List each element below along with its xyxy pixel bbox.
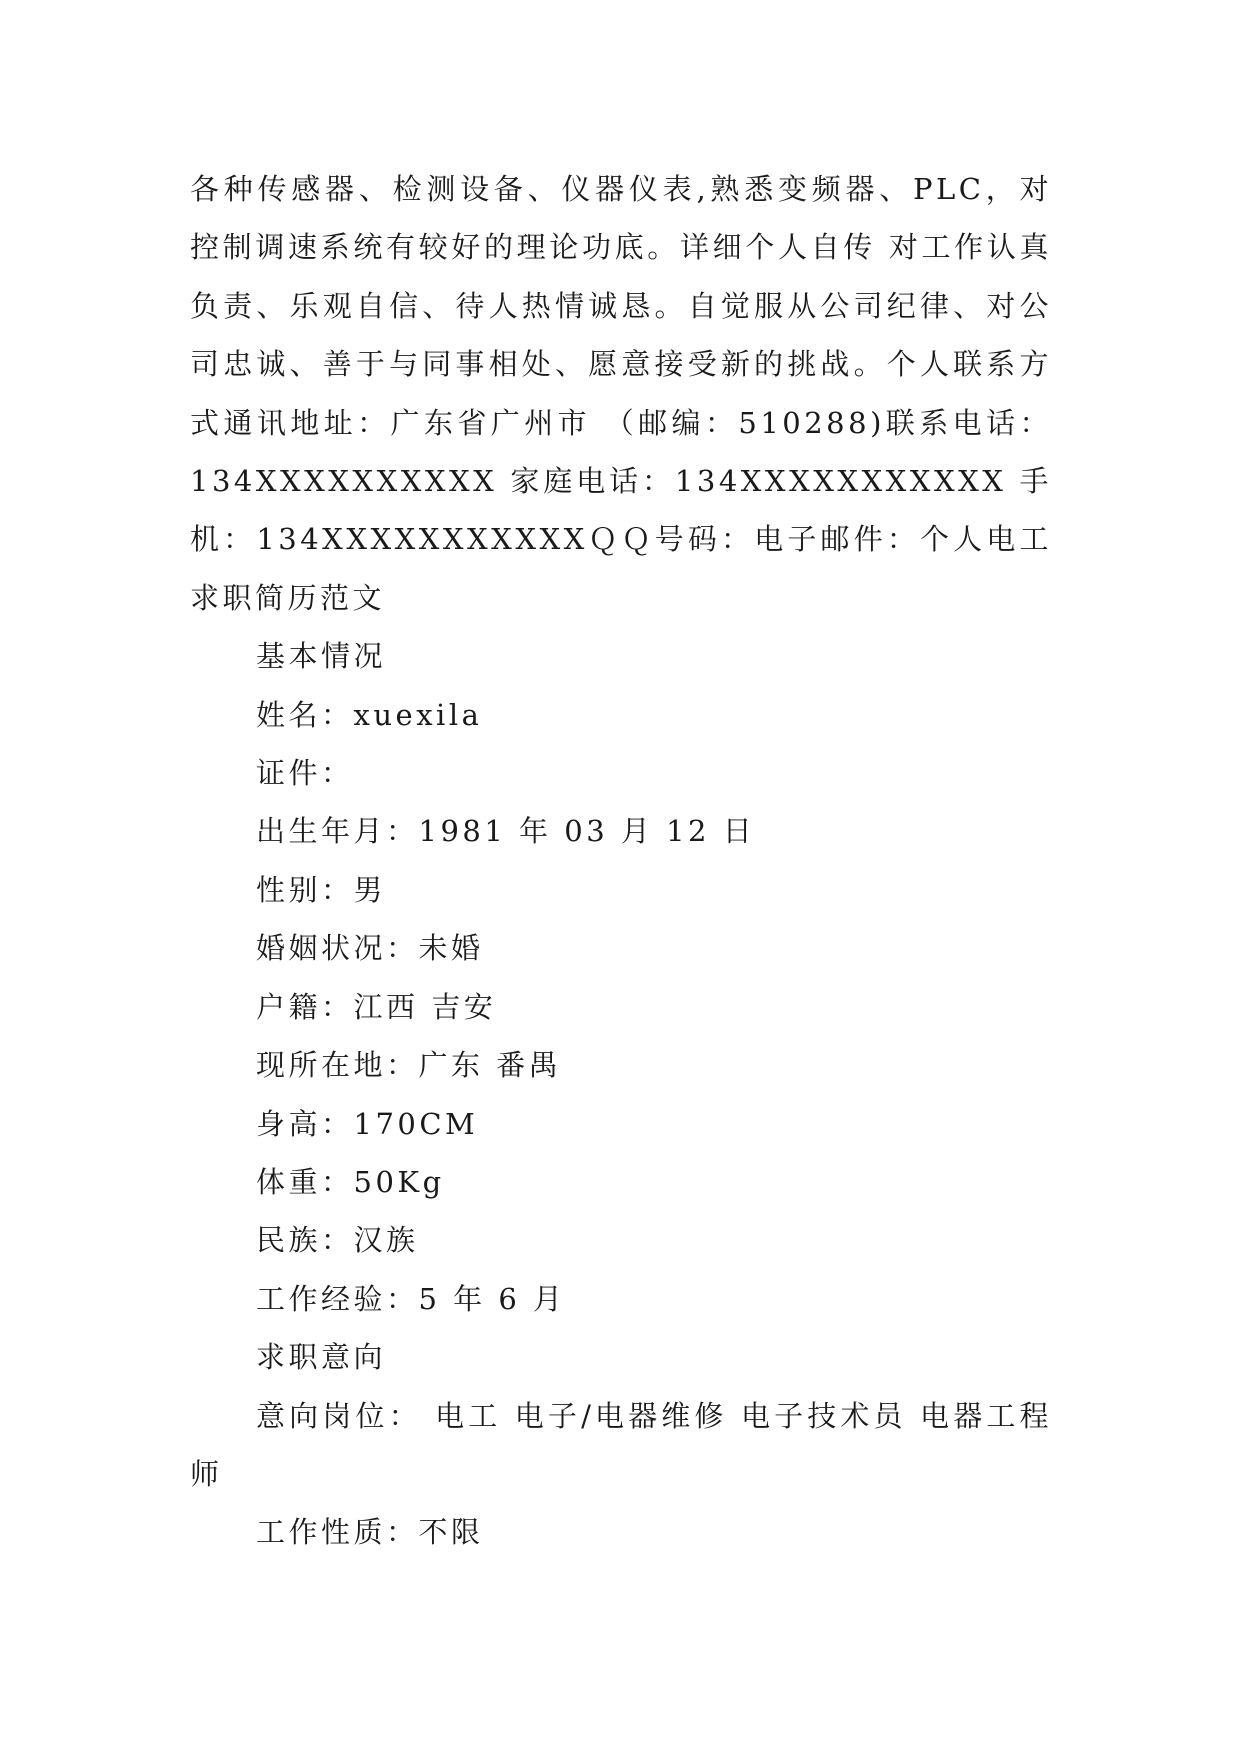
intro-paragraph: 各种传感器、检测设备、仪器仪表,熟悉变频器、PLC，对控制调速系统有较好的理论功底。详细个人自传 对工作认真负责、乐观自信、待人热情诚恳。自觉服从公司纪律、对公司忠诚、善于与同事相处、愿意接受新的挑战。个人联系方式通讯地址：广东省广州市 （邮编：510288)联系电话：134XXXXXXXXXX 家庭电话：134XXXXXXXXXXX 手机：134XXXXXXXXXXXＱＱ号码：电子邮件：个人电工求职简历范文: [190, 172, 1052, 615]
height-field: 身高：170CM: [256, 1106, 479, 1141]
hukou-field: 户籍：江西 吉安: [256, 989, 497, 1024]
job-type-field: 工作性质：不限: [256, 1515, 484, 1550]
birth-date-field: 出生年月：1981 年 03 月 12 日: [256, 814, 756, 849]
ethnicity-field: 民族：汉族: [256, 1223, 419, 1258]
marital-status-field: 婚姻状况：未婚: [256, 931, 484, 966]
desired-positions-field: 意向岗位： 电工 电子/电器维修 电子技术员 电器工程师: [190, 1398, 1052, 1491]
name-field: 姓名：xuexila: [256, 697, 483, 732]
current-location-field: 现所在地：广东 番禺: [256, 1048, 562, 1083]
id-document-field: 证件：: [256, 756, 354, 791]
document-body: [190, 160, 1052, 1562]
basic-info-heading: 基本情况: [256, 639, 387, 674]
weight-field: 体重：50Kg: [256, 1164, 445, 1199]
job-intent-heading: 求职意向: [256, 1340, 387, 1375]
work-experience-field: 工作经验：5 年 6 月: [256, 1281, 566, 1316]
gender-field: 性别：男: [256, 872, 387, 907]
